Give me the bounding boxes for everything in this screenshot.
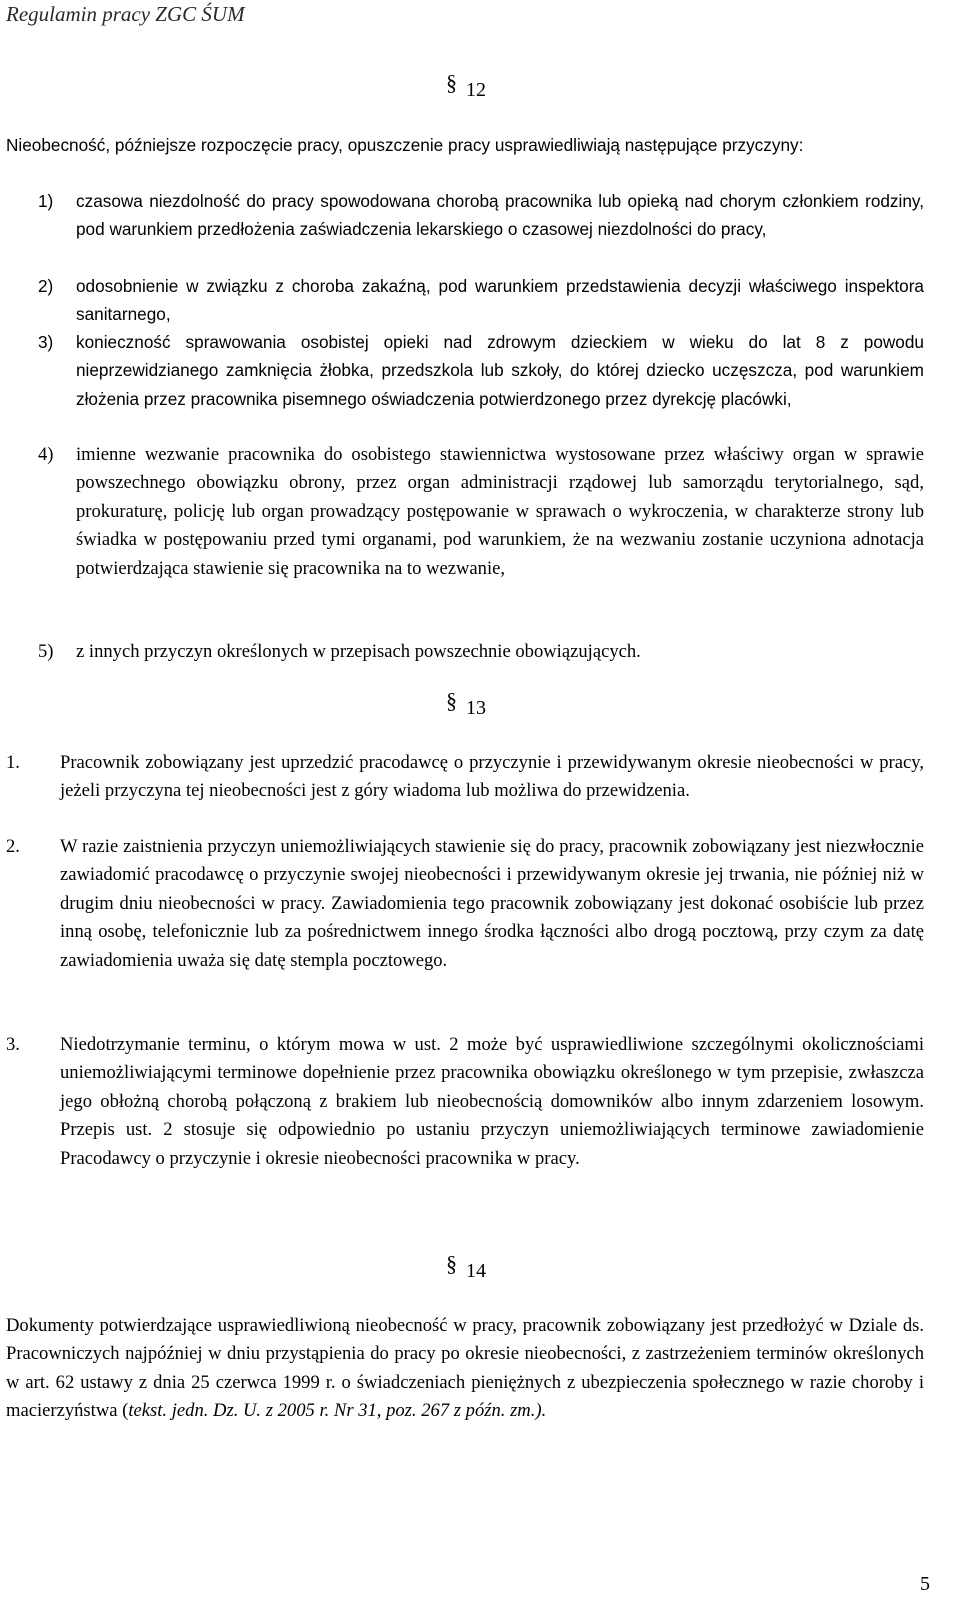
page-header-title: Regulamin pracy ZGC ŚUM	[6, 2, 245, 26]
list-label: 2)	[38, 276, 54, 296]
s13-item-3	[6, 1031, 924, 1173]
list-item-text: Pracownik zobowiązany jest uprzedzić pracodawcę o przyczynie i przewidywanym okresie nieobecności w pracy, jeżeli przyczyna tej nieobecności jest z góry wiadoma lub możliwa do przewidzenia.	[60, 752, 924, 802]
list-item-text: odosobnienie w związku z choroba zakaźną, pod warunkiem przedstawienia decyzji właściwego inspektora sanitarnego,	[76, 276, 924, 325]
section-number: 14	[466, 1260, 486, 1282]
s12-intro: Nieobecność, późniejsze rozpoczęcie pracy, opuszczenie pracy usprawiedliwiają następujące przyczyny:	[6, 135, 804, 155]
s12-item-3	[38, 328, 924, 413]
list-item-text: Niedotrzymanie terminu, o którym mowa w ust. 2 może być usprawiedliwione szczególnymi okolicznościami uniemożliwiającymi terminowe dopełnienie przez pracownika obowiązku określonego w tym przepisie, zwłaszcza jego obłożną chorobą połączoną z brakiem lub nieobecnością domowników albo innym zdarzeniem losowym. Przepis ust. 2 stosuje się odpowiednio po ustaniu przyczyn uniemożliwiających terminowe zawiadomienie Pracodawcy o przyczynie i okresie nieobecności pracownika w pracy.	[60, 1034, 924, 1169]
s12-item-1	[38, 187, 924, 244]
s14-paragraph	[6, 1312, 924, 1426]
s12-item-2	[38, 272, 924, 329]
list-item-text: konieczność sprawowania osobistej opieki nad zdrowym dzieckiem w wieku do lat 8 z powodu nieprzewidzianego zamknięcia żłobka, przedszkola lub szkoły, do której dziecko uczęszcza, pod warunkiem złożenia przez pracownika pisemnego oświadczenia potwierdzonego przez dyrekcję placówki,	[76, 332, 924, 409]
s13-item-1	[6, 749, 924, 806]
list-label: 1.	[6, 752, 20, 773]
list-item-text: czasowa niezdolność do pracy spowodowana chorobą pracownika lub opieką nad chorym członkiem rodziny, pod warunkiem przedłożenia zaświadczenia lekarskiego o czasowej niezdolności do pracy,	[76, 191, 924, 240]
list-label: 1)	[38, 191, 54, 211]
section-symbol: §	[446, 70, 457, 95]
list-label: 2.	[6, 836, 20, 857]
section-number: 13	[466, 697, 486, 719]
list-item-text: imienne wezwanie pracownika do osobistego stawiennictwa wystosowane przez właściwy organ w sprawie powszechnego obowiązku obrony, przez organ administracji rządowej lub samorządu terytorialnego, sąd, prokuraturę, policję lub organ prowadzący postępowanie w sprawach o wykroczenia, w charakterze strony lub świadka w postępowaniu przed tymi organami, pod warunkiem, że na wezwaniu zostanie uczyniona adnotacja potwierdzająca stawienie się pracownika na to wezwanie,	[76, 444, 924, 579]
list-label: 3)	[38, 332, 54, 352]
section-symbol: §	[446, 1251, 457, 1276]
s14-citation: tekst. jedn. Dz. U. z 2005 r. Nr 31, poz. 267 z późn. zm.).	[128, 1400, 547, 1422]
list-label: 3.	[6, 1034, 20, 1055]
s13-item-2	[6, 833, 924, 975]
list-label: 4)	[38, 444, 54, 465]
list-item-text: W razie zaistnienia przyczyn uniemożliwiających stawienie się do pracy, pracownik zobowiązany jest niezwłocznie zawiadomić pracodawcę o przyczynie swojej nieobecności i przewidywanym okresie jej trwania, nie później niż w drugim dniu nieobecności w pracy. Zawiadomienia tego pracownik zobowiązany jest dokonać osobiście lub przez inną osobę, telefonicznie lub za pośrednictwem innego środka łączności albo drogą pocztową, przy czym za datę zawiadomienia uważa się datę stempla pocztowego.	[60, 836, 924, 971]
s12-item-4	[38, 441, 924, 583]
list-label: 5)	[38, 641, 54, 662]
s14-text: Dokumenty potwierdzające usprawiedliwioną nieobecność w pracy, pracownik zobowiązany jest przedłożyć w Dziale ds. Pracowniczych najpóźniej w dniu przystąpienia do pracy po okresie nieobecności, z zastrzeżeniem terminów określonych w art. 62 ustawy z dnia 25 czerwca 1999 r. o świadczeniach pieniężnych z ubezpieczenia społecznego w razie choroby i macierzyństwa (	[6, 1315, 924, 1422]
section-number: 12	[466, 79, 486, 101]
section-symbol: §	[446, 688, 457, 713]
s12-item-5	[38, 638, 924, 666]
page-number: 5	[920, 1573, 930, 1595]
list-item-text: z innych przyczyn określonych w przepisach powszechnie obowiązujących.	[76, 641, 641, 662]
